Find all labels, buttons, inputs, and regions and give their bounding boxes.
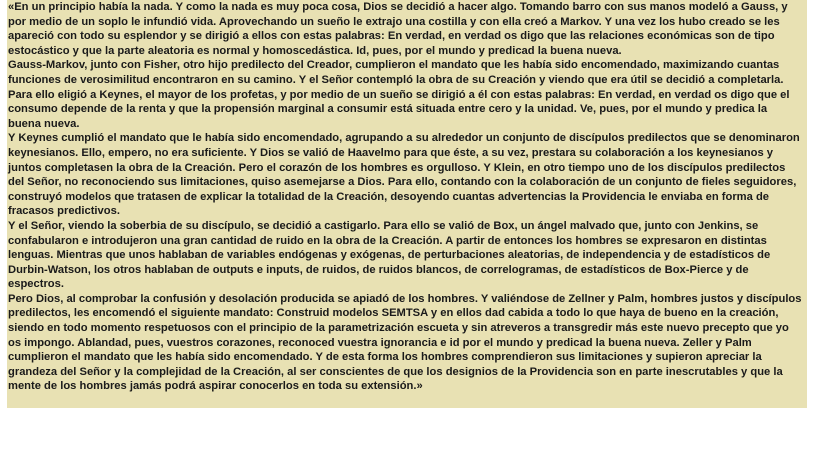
paragraph-4: Y el Señor, viendo la soberbia de su discípulo, se decidió a castigarlo. Para ello se valió de Box, un ángel malvado que, junto con Jenkins, se confabularon e introdujeron una gran cantidad de ruido en la obra de la Creación. A partir de entonces los hombres se expresaron en distintas lenguas. Mientras que unos hablaban de variables endógenas y exógenas, de perturbaciones aleatorias, de independencia y de estadísticos de Durbin-Watson, los otros hablaban de outputs e inputs, de ruidos, de ruidos blancos, de correlogramas, de estadísticos de Box-Pierce y de espectros. [8, 219, 771, 291]
paragraph-2: Gauss-Markov, junto con Fisher, otro hijo predilecto del Creador, cumplieron el mandato que les había sido encomendado, maximizando cuantas funciones de verosimilitud encontraron en su camino. Y el Señor contempló la obra de su Creación y viendo que era útil se decidió a completarla. Para ello eligió a Keynes, el mayor de los profetas, y por medio de un sueño se dirigió a él con estas palabras: En verdad, en verdad os digo que el consumo depende de la renta y que la propensión marginal a consumir está situada entre cero y la unidad. Ve, pues, por el mundo y predica la buena nueva. [8, 59, 790, 130]
highlighted-text-block [7, 0, 807, 408]
paragraph-3: Y Keynes cumplió el mandato que le había sido encomendado, agrupando a su alrededor un conjunto de discípulos predilectos que se denominaron keynesianos. Ello, empero, no era suficiente. Y Dios se valió de Haavelmo para que éste, a su vez, prestara su colaboración a los keynesianos y juntos completasen la obra de la Creación. Pero el corazón de los hombres es orgulloso. Y Klein, en otro tiempo uno de los discípulos predilectos del Señor, no reconociendo sus limitaciones, quiso asemejarse a Dios. Para ello, contando con la colaboración de un conjunto de fieles seguidores, construyó modelos que tratasen de explicar la totalidad de la Creación, desoyendo cuantas advertencias la Providencia le enviaba en forma de fracasos predictivos. [8, 132, 800, 218]
paragraph-5: Pero Dios, al comprobar la confusión y desolación producida se apiadó de los hombres. Y valiéndose de Zellner y Palm, hombres justos y discípulos predilectos, les encomendó el siguiente mandato: Construid modelos SEMTSA y en ellos dad cabida a todo lo que haya de bueno en la creación, siendo en todo momento respetuosos con el principio de la parametrización escueta y sin atreveros a transgredir más este nuevo precepto que yo os impongo. Ablandad, pues, vuestros corazones, reconoced vuestra ignorancia e id por el mundo y predicad la buena nueva. Zeller y Palm cumplieron el mandato que les había sido encomendado. Y de esta forma los hombres comprendieron sus limitaciones y supieron apreciar la grandeza del Señor y la complejidad de la Creación, al ser conscientes de que los designios de la Providencia son en parte inescrutables y que la mente de los hombres jamás podrá aspirar conocerlos en toda su extensión.» [8, 292, 802, 393]
paragraph-1: «En un principio había la nada. Y como la nada es muy poca cosa, Dios se decidió a hacer algo. Tomando barro con sus manos modeló a Gauss, y por medio de un soplo le infundió vida. Aprovechando un sueño le extrajo una costilla y con ella creó a Markov. Y una vez los hubo creado se les apareció con todo su esplendor y se dirigió a ellos con estas palabras: En verdad, en verdad os digo que las relaciones económicas son de tipo estocástico y que la parte aleatoria es normal y homoscedástica. Id, pues, por el mundo y predicad la buena nueva. [8, 1, 788, 57]
